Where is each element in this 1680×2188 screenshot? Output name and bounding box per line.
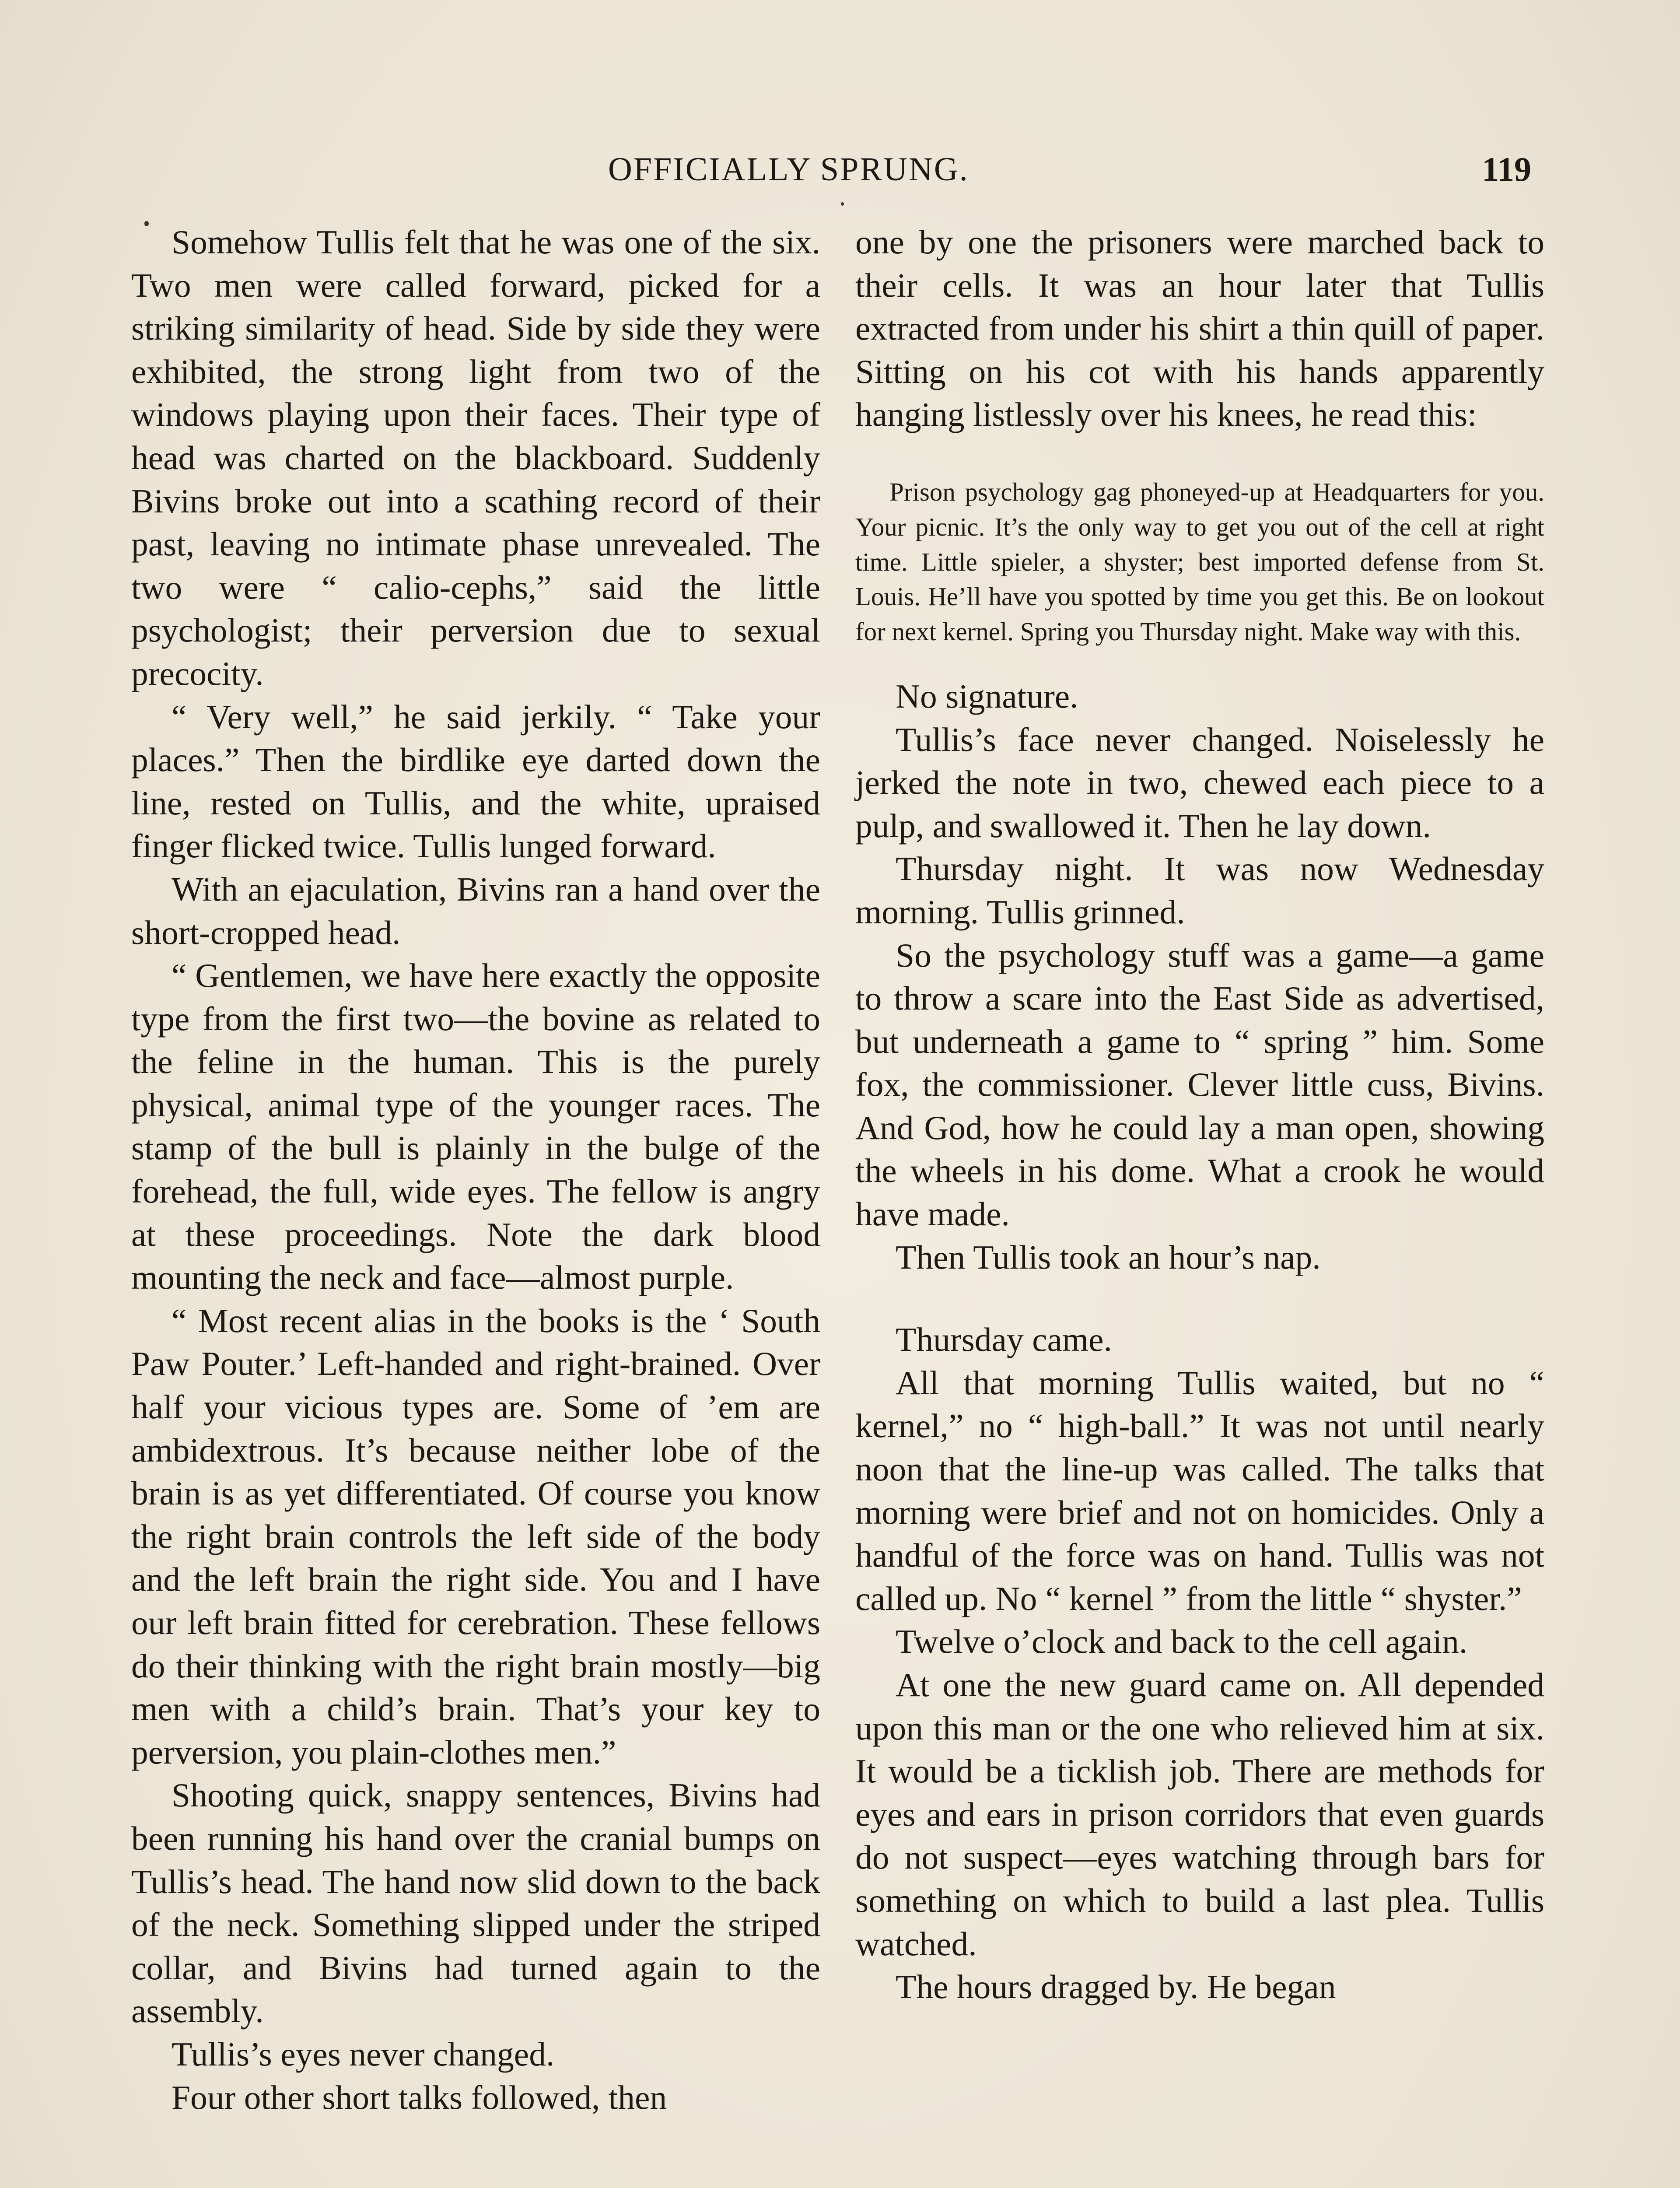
right-column: [855, 221, 1544, 2009]
paragraph: Then Tullis took an hour’s nap.: [896, 1238, 1321, 1276]
running-head: OFFICIALLY SPRUNG.: [608, 151, 969, 188]
paragraph: With an ejaculation, Bivins ran a hand over the short-cropped head.: [131, 870, 820, 951]
page-header: [131, 145, 1540, 193]
smuggled-note: [855, 475, 1544, 649]
paragraph: Four other short talks followed, then: [172, 2078, 667, 2116]
paragraph: “ Gentlemen, we have here exactly the opposite type from the first two—the bovine as related to the feline in the human. This is the purely physical, animal type of the younger races. The stamp of the bull is plainly in the bulge of the forehead, the full, wide eyes. The fellow is angry at these proceedings. Note the dark blood mounting the neck and face—almost purple.: [131, 957, 820, 1297]
paragraph: Thursday came.: [896, 1321, 1112, 1359]
paragraph: Shooting quick, snappy sentences, Bivins had been running his hand over the cranial bumps on Tullis’s head. The hand now slid down to the back of the neck. Something slipped under the striped collar, and Bivins had turned again to the assembly.: [131, 1776, 820, 2030]
paragraph: At one the new guard came on. All depended upon this man or the one who relieved him at six. It would be a ticklish job. There are methods for eyes and ears in prison corridors that even guards do not suspect—eyes watching through bars for something on which to build a last plea. Tullis watched.: [855, 1666, 1544, 1963]
paragraph: So the psychology stuff was a game—a game to throw a scare into the East Side as advertised, but underneath a game to “ spring ” him. Some fox, the commissioner. Clever little cuss, Bivins. And God, how he could lay a man open, showing the wheels in his dome. What a crook he would have made.: [855, 936, 1544, 1233]
paragraph: Thursday night. It was now Wednesday morning. Tullis grinned.: [855, 850, 1544, 931]
section-break: [855, 1279, 1544, 1318]
paragraph: Twelve o’clock and back to the cell again.: [896, 1623, 1468, 1661]
paragraph: Tullis’s eyes never changed.: [172, 2035, 555, 2073]
paragraph: “ Most recent alias in the books is the ‘ South Paw Pouter.’ Left-handed and right-brained. Over half your vicious types are. Some of ’em are ambidextrous. It’s because neither lobe of the brain is as yet differentiated. Of course you know the right brain controls the left side of the body and the left brain the right side. You and I have our left brain fitted for cerebration. These fellows do their thinking with the right brain mostly—big men with a child’s brain. That’s your key to perversion, you plain-clothes men.”: [131, 1301, 820, 1771]
paragraph: “ Very well,” he said jerkily. “ Take your places.” Then the birdlike eye darted down the line, rested on Tullis, and the white, upraised finger flicked twice. Tullis lunged forward.: [131, 698, 820, 865]
print-speck: [841, 202, 844, 206]
print-speck: [144, 221, 149, 226]
paragraph: All that morning Tullis waited, but no “ kernel,” no “ high-ball.” It was not until nearly noon that the line-up was called. The talks that morning were brief and not on homicides. Only a handful of the force was on hand. Tullis was not called up. No “ kernel ” from the little “ shyster.”: [855, 1364, 1544, 1617]
left-column: [131, 221, 820, 2119]
paragraph: The hours dragged by. He began: [896, 1968, 1336, 2006]
page-number: 119: [1482, 150, 1531, 188]
paragraph: one by one the prisoners were marched back to their cells. It was an hour later that Tullis extracted from under his shirt a thin quill of paper. Sitting on his cot with his hands apparently hanging listlessly over his knees, he read this:: [855, 223, 1544, 434]
paragraph: Tullis’s face never changed. Noiselessly he jerked the note in two, chewed each piece to a pulp, and swallowed it. Then he lay down.: [855, 720, 1544, 845]
paragraph: No signature.: [896, 677, 1078, 715]
paragraph: Somehow Tullis felt that he was one of the six. Two men were called forward, picked for a striking similarity of head. Side by side they were exhibited, the strong light from two of the windows playing upon their faces. Their type of head was charted on the blackboard. Suddenly Bivins broke out into a scathing record of their past, leaving no intimate phase unrevealed. The two were “ calio-cephs,” said the little psychologist; their perversion due to sexual precocity.: [131, 223, 820, 692]
note-text: Prison psychology gag phoneyed-up at Headquarters for you. Your picnic. It’s the only way to get you out of the cell at right time. Little spieler, a shyster; best imported defense from St. Louis. He’ll have you spotted by time you get this. Be on lookout for next kernel. Spring you Thursday night. Make way with this.: [855, 477, 1544, 646]
